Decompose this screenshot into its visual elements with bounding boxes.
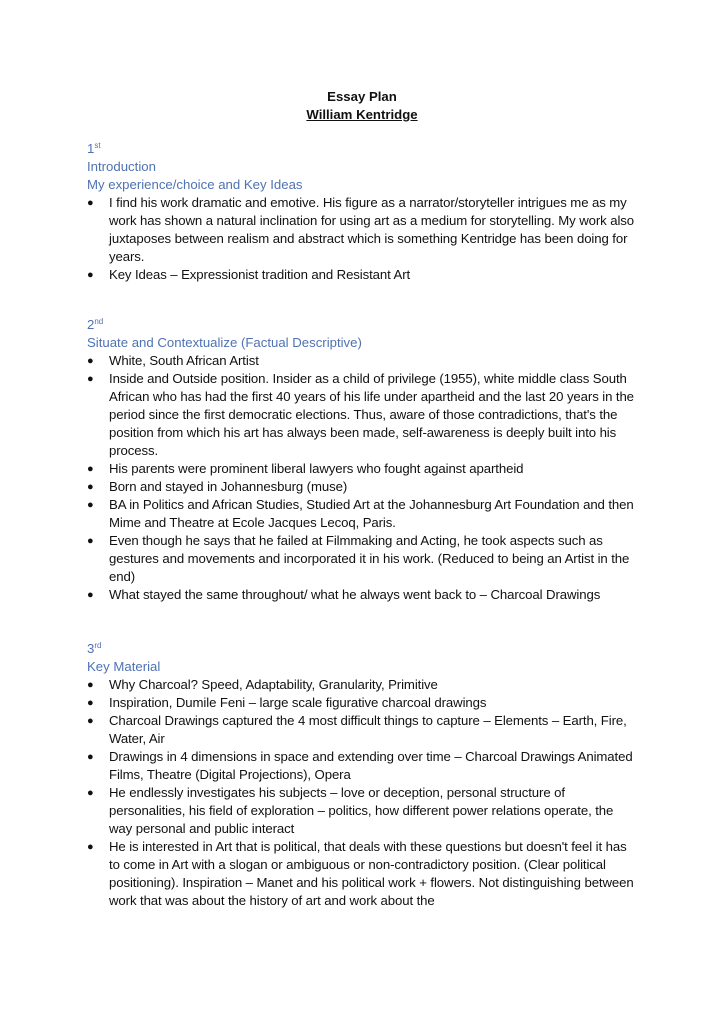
bullet-icon: ● [87,589,94,601]
list-item-text: What stayed the same throughout/ what he always went back to – Charcoal Drawings [109,587,601,602]
list-item-text: Charcoal Drawings captured the 4 most difficult things to capture – Elements – Earth, Fire, Water, Air [109,713,627,746]
bullet-icon: ● [87,463,94,475]
section-heading: Introduction [87,159,156,174]
list-item-text: BA in Politics and African Studies, Studied Art at the Johannesburg Art Foundation and then Mime and Theatre at Ecole Jacques Lecoq, Paris. [109,497,634,530]
section-number-digit: 2 [87,317,95,332]
bullet-icon: ● [87,715,94,727]
section-number-suffix: st [94,141,101,150]
document-page [87,88,637,910]
list-item [87,838,637,910]
list-item-text: Inside and Outside position. Insider as a child of privilege (1955), white middle class South African who has had the first 40 years of his life under apartheid and the last 20 years in the period since the first democratic elections. Thus, aware of those contradictions, that's the position from which his art has always been made, self-awareness is deeply built into his process. [109,371,634,458]
bullet-icon: ● [87,499,94,511]
bullet-icon: ● [87,751,94,763]
bullet-icon: ● [87,787,94,799]
bullet-list [87,352,637,604]
list-item-text: I find his work dramatic and emotive. His figure as a narrator/storyteller intrigues me as my work has shown a natural inclination for using art as a medium for storytelling. My work also juxtaposes between realism and abstract which is something Kentridge has been doing for years. [109,195,635,264]
list-item-text: His parents were prominent liberal lawyers who fought against apartheid [109,461,524,476]
list-item-text: Drawings in 4 dimensions in space and extending over time – Charcoal Drawings Animated Films, Theatre (Digital Projections), Opera [109,749,633,782]
list-item-text: He is interested in Art that is political, that deals with these questions but doesn't feel it has to come in Art with a slogan or ambiguous or non-contradictory position. (Clear political positioning). Inspiration – Manet and his political work + flowers. Not distinguishing between work that was about the history of art and work about the [109,839,634,908]
bullet-icon: ● [87,481,94,493]
bullet-icon: ● [87,269,94,281]
list-item [87,496,637,532]
section-introduction [87,140,637,284]
list-item-text: White, South African Artist [109,353,259,368]
list-item-text: Born and stayed in Johannesburg (muse) [109,479,348,494]
list-item [87,784,637,838]
section-number [87,640,637,658]
list-item [87,352,637,370]
bullet-icon: ● [87,373,94,385]
section-context [87,316,637,604]
list-item [87,712,637,748]
section-number [87,140,637,158]
section-number-suffix: nd [94,317,104,326]
section-number-suffix: rd [94,641,102,650]
list-item-text: Inspiration, Dumile Feni – large scale figurative charcoal drawings [109,695,487,710]
bullet-icon: ● [87,355,94,367]
list-item [87,532,637,586]
section-number-digit: 1 [87,141,95,156]
bullet-icon: ● [87,841,94,853]
section-heading: Situate and Contextualize (Factual Descriptive) [87,335,362,350]
section-subheading: My experience/choice and Key Ideas [87,177,303,192]
list-item [87,676,637,694]
bullet-list [87,194,637,284]
document-subtitle: William Kentridge [306,107,418,122]
section-number [87,316,637,334]
section-heading: Key Material [87,659,161,674]
list-item [87,694,637,712]
list-item-text: He endlessly investigates his subjects – love or deception, personal structure of personalities, his field of exploration – politics, how different power relations operate, the way personal and public interact [109,785,614,836]
list-item [87,748,637,784]
list-item [87,266,637,284]
section-key-material [87,640,637,910]
list-item [87,460,637,478]
list-item [87,370,637,460]
list-item-text: Key Ideas – Expressionist tradition and Resistant Art [109,267,411,282]
list-item [87,194,637,266]
list-item [87,478,637,496]
section-number-digit: 3 [87,641,95,656]
bullet-icon: ● [87,679,94,691]
bullet-list [87,676,637,910]
bullet-icon: ● [87,197,94,209]
list-item [87,586,637,604]
bullet-icon: ● [87,535,94,547]
list-item-text: Why Charcoal? Speed, Adaptability, Granularity, Primitive [109,677,438,692]
document-title: Essay Plan [327,89,397,104]
list-item-text: Even though he says that he failed at Filmmaking and Acting, he took aspects such as gestures and movements and incorporated it in his work. (Reduced to being an Artist in the end) [109,533,630,584]
bullet-icon: ● [87,697,94,709]
